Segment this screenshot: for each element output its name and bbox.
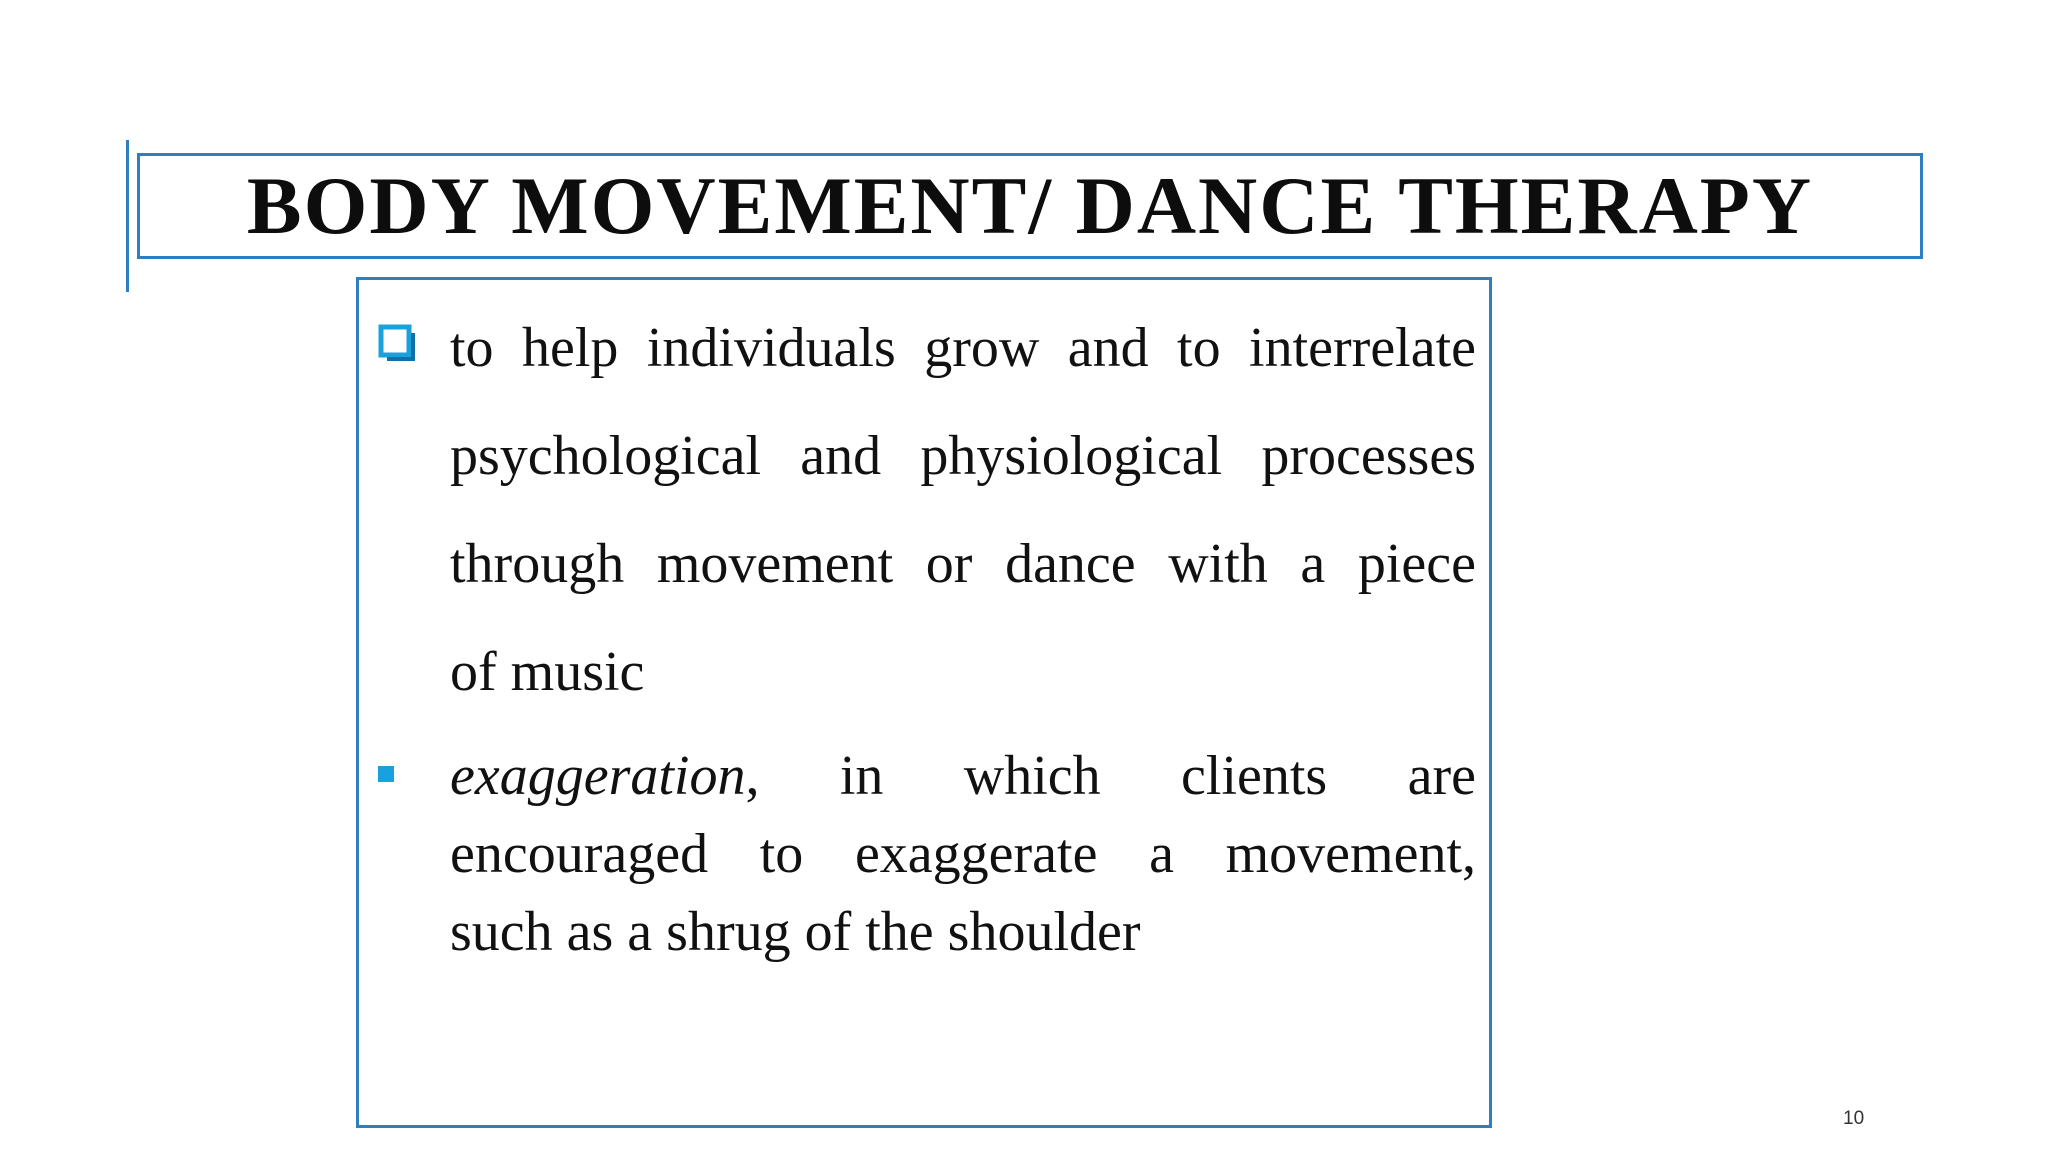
slide-title: BODY MOVEMENT/ DANCE THERAPY [246, 160, 1814, 251]
hollow-square-bullet-icon [378, 324, 418, 364]
bullet-2-line-2: encouraged to exaggerate a movement, [450, 823, 1476, 885]
filled-square-bullet-icon [378, 766, 394, 782]
word-which: which [963, 745, 1101, 807]
italic-term-text: exaggeration [450, 745, 746, 807]
page-number: 10 [1843, 1108, 1865, 1129]
bullet-1-line-4: of music [450, 641, 645, 703]
bullet-2-line-3: such as a shrug of the shoulder [450, 901, 1141, 963]
word-clients: clients [1181, 745, 1328, 807]
bullet-2-italic-term: exaggeration, [450, 745, 760, 807]
word-are: are [1407, 745, 1476, 807]
bullet-1-line-2: psychological and physiological processes [450, 425, 1476, 487]
bullet-1-line-1: to help individuals grow and to interrelate [450, 317, 1476, 379]
title-accent-rule [126, 140, 129, 292]
bullet-2-line-1 [450, 740, 1476, 812]
bullet-1-line-3: through movement or dance with a piece [450, 533, 1476, 595]
word-in: in [839, 745, 884, 807]
title-box [137, 153, 1923, 259]
bullet-2-line-1-words [450, 740, 1476, 812]
